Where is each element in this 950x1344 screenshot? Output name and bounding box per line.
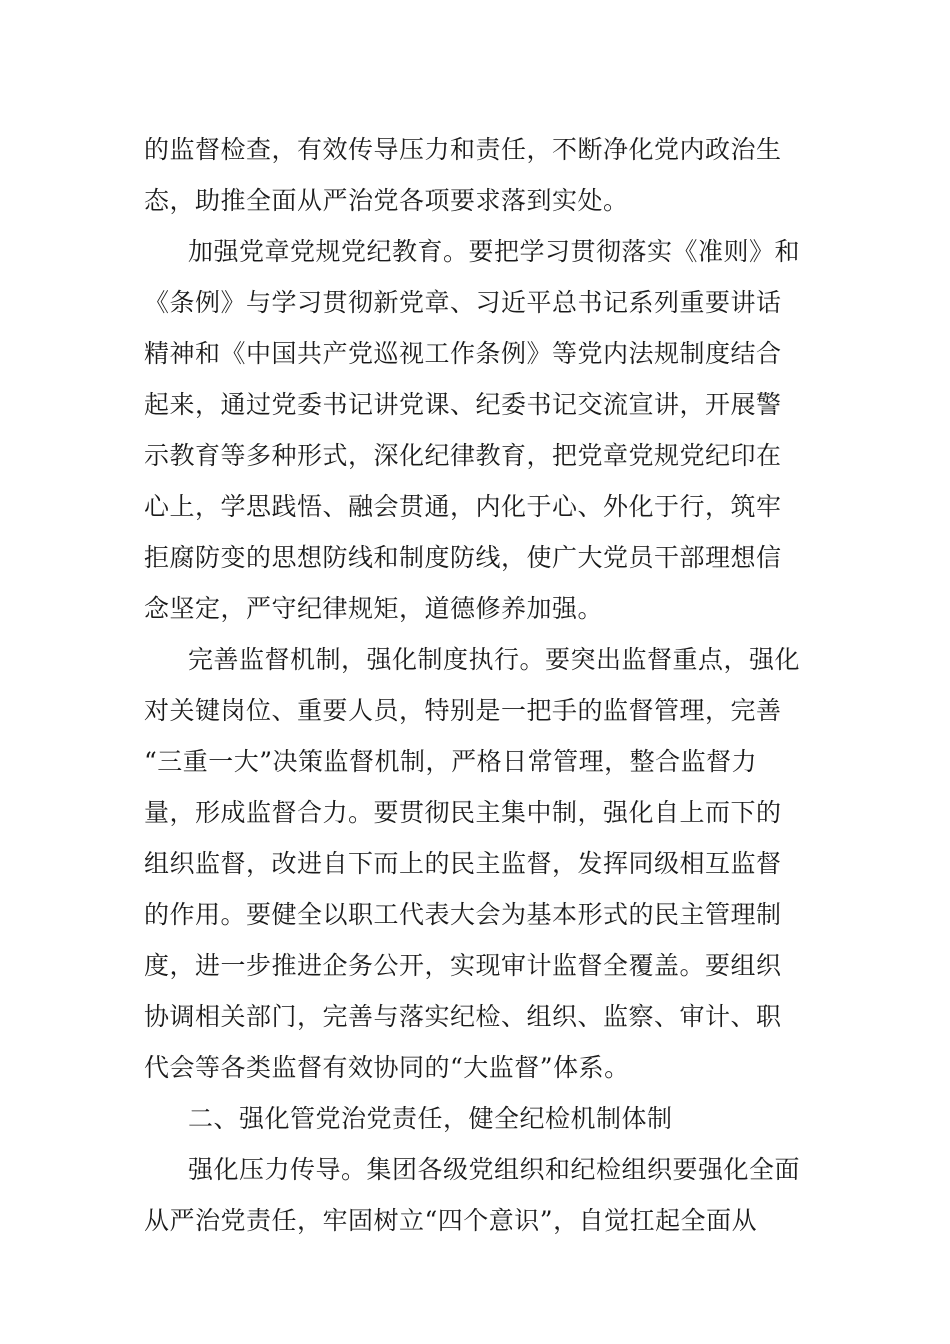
text-line: 拒腐防变的思想防线和制度防线，使广大党员干部理想信: [144, 543, 782, 572]
text-line: 组织监督，改进自下而上的民主监督，发挥同级相互监督: [144, 849, 782, 878]
paragraph-start-line: 完善监督机制，强化制度执行。要突出监督重点，强化: [188, 645, 801, 674]
text-line: 示教育等多种形式，深化纪律教育，把党章党规党纪印在: [144, 441, 782, 470]
text-line: 精神和《中国共产党巡视工作条例》等党内法规制度结合: [144, 339, 782, 368]
text-line: 心上，学思践悟、融会贯通，内化于心、外化于行，筑牢: [144, 492, 782, 521]
text-line: 从严治党责任，牢固树立“四个意识”，自觉扛起全面从: [144, 1206, 758, 1235]
text-line: 对关键岗位、重要人员，特别是一把手的监督管理，完善: [144, 696, 782, 725]
text-line: 念坚定，严守纪律规矩，道德修养加强。: [144, 594, 604, 623]
section-heading: 二、强化管党治党责任，健全纪检机制体制: [188, 1104, 673, 1133]
text-line: 的监督检查，有效传导压力和责任，不断净化党内政治生: [144, 135, 782, 164]
text-line: 协调相关部门，完善与落实纪检、组织、监察、审计、职: [144, 1002, 782, 1031]
text-line: 代会等各类监督有效协同的“大监督”体系。: [144, 1053, 630, 1082]
text-line: 起来，通过党委书记讲党课、纪委书记交流宣讲，开展警: [144, 390, 782, 419]
text-line: 度，进一步推进企务公开，实现审计监督全覆盖。要组织: [144, 951, 782, 980]
text-line: “三重一大”决策监督机制，严格日常管理，整合监督力: [144, 747, 758, 776]
paragraph-start-line: 强化压力传导。集团各级党组织和纪检组织要强化全面: [188, 1155, 801, 1184]
paragraph-start-line: 加强党章党规党纪教育。要把学习贯彻落实《准则》和: [188, 237, 801, 266]
text-line: 的作用。要健全以职工代表大会为基本形式的民主管理制: [144, 900, 782, 929]
text-line: 量，形成监督合力。要贯彻民主集中制，强化自上而下的: [144, 798, 782, 827]
text-line: 态，助推全面从严治党各项要求落到实处。: [144, 186, 629, 215]
text-line: 《条例》与学习贯彻新党章、习近平总书记系列重要讲话: [144, 288, 782, 317]
